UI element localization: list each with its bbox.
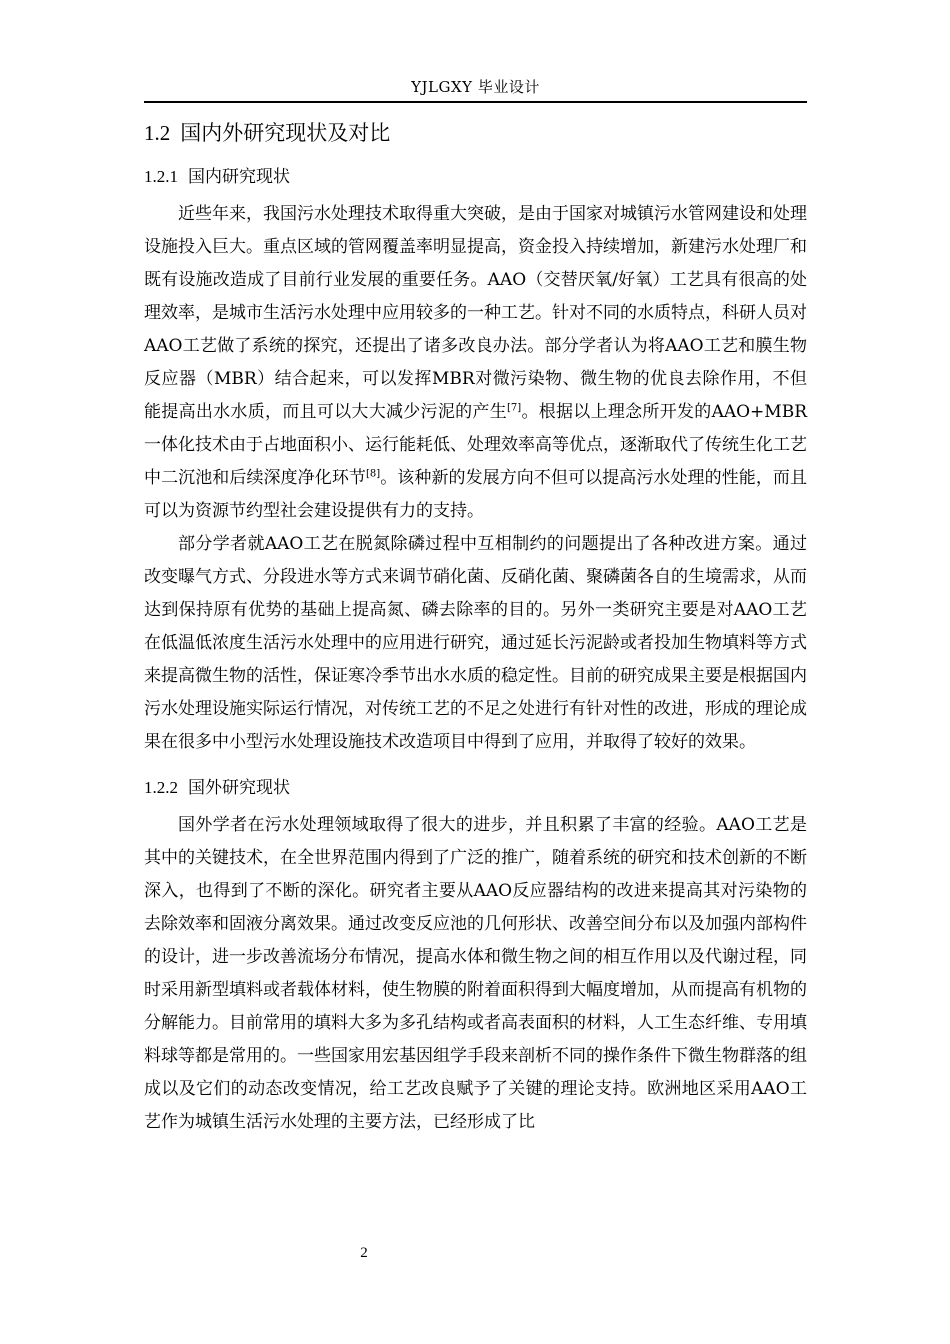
- page-number: 2: [360, 1245, 368, 1261]
- section-title: 国内外研究现状及对比: [180, 121, 391, 145]
- subsection-heading-1-2-1: [144, 164, 807, 190]
- subsection-number: 1.2.2: [144, 778, 178, 797]
- paragraph-domestic-1: [144, 198, 807, 528]
- subsection-title: 国外研究现状: [188, 778, 290, 798]
- running-header: YJLGXY 毕业设计: [411, 78, 540, 96]
- section-number: 1.2: [144, 121, 171, 145]
- paragraph-domestic-2: 部分学者就AAO工艺在脱氮除磷过程中互相制约的问题提出了各种改进方案。通过改变曝气方式、分段进水等方式来调节硝化菌、反硝化菌、聚磷菌各自的生境需求，从而达到保持原有优势的基础上提高氮、磷去除率的目的。另外一类研究主要是对AAO工艺在低温低浓度生活污水处理中的应用进行研究，通过延长污泥龄或者投加生物填料等方式来提高微生物的活性，保证寒冷季节出水水质的稳定性。目前的研究成果主要是根据国内污水处理设施实际运行情况，对传统工艺的不足之处进行有针对性的改进，形成的理论成果在很多中小型污水处理设施技术改造项目中得到了应用，并取得了较好的效果。: [144, 534, 807, 752]
- citation-8: [8]: [365, 468, 381, 480]
- page-body: [144, 118, 807, 1139]
- paragraph-foreign-1: 国外学者在污水处理领域取得了很大的进步，并且积累了丰富的经验。AAO工艺是其中的关键技术，在全世界范围内得到了广泛的推广，随着系统的研究和技术创新的不断深入，也得到了不断的深化。研究者主要从AAO反应器结构的改进来提高其对污染物的去除效率和固液分离效果。通过改变反应池的几何形状、改善空间分布以及加强内部构件的设计，进一步改善流场分布情况，提高水体和微生物之间的相互作用以及代谢过程，同时采用新型填料或者载体材料，使生物膜的附着面积得到大幅度增加，从而提高有机物的分解能力。目前常用的填料大多为多孔结构或者高表面积的材料，人工生态纤维、专用填料球等都是常用的。一些国家用宏基因组学手段来剖析不同的操作条件下微生物群落的组成以及它们的动态改变情况，给工艺改良赋予了关键的理论支持。欧洲地区采用AAO工艺作为城镇生活污水处理的主要方法，已经形成了比: [144, 815, 807, 1132]
- subsection-title: 国内研究现状: [188, 167, 290, 187]
- subsection-number: 1.2.1: [144, 167, 178, 186]
- header-rule: [144, 101, 807, 103]
- paragraph-text: 。该种新的发展方向不但可以提高污水处理的性能，而且可以为资源节约型社会建设提供有力的支持。: [144, 468, 808, 521]
- citation-7: [7]: [506, 402, 522, 414]
- paragraph-text: 近些年来，我国污水处理技术取得重大突破，是由于国家对城镇污水管网建设和处理设施投入巨大。重点区域的管网覆盖率明显提高，资金投入持续增加，新建污水处理厂和既有设施改造成了目前行业发展的重要任务。AAO（交替厌氧/好氧）工艺具有很高的处理效率，是城市生活污水处理中应用较多的一种工艺。针对不同的水质特点，科研人员对AAO工艺做了系统的探究，还提出了诸多改良办法。部分学者认为将AAO工艺和膜生物反应器（MBR）结合起来，可以发挥MBR对微污染物、微生物的优良去除作用，不但能提高出水水质，而且可以大大减少污泥的产生: [144, 204, 807, 422]
- paragraph-text: 。根据以上理念所开发的AAO+MBR一体化技术由于占地面积小、运行能耗低、处理效率高等优点，逐渐取代了传统生化工艺中二沉池和后续深度净化环节: [144, 402, 808, 488]
- section-heading-1-2: [144, 118, 807, 148]
- subsection-heading-1-2-2: [144, 775, 807, 801]
